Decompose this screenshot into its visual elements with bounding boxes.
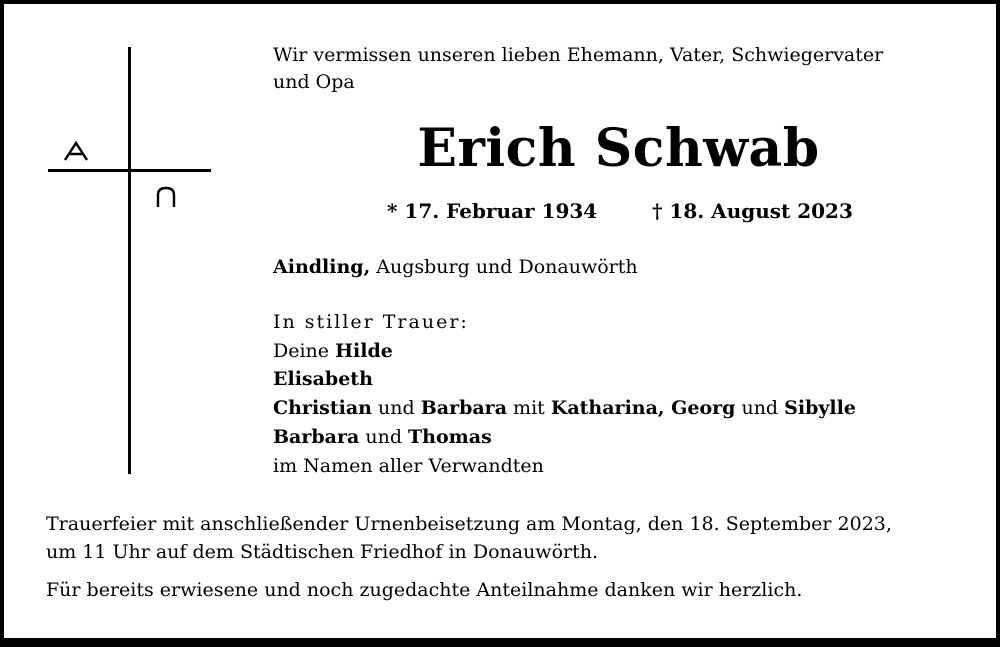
mourner-text: Deine xyxy=(273,340,336,362)
mourner-line-3 xyxy=(273,395,856,421)
death-date: † 18. August 2023 xyxy=(652,199,853,223)
place-others: Augsburg und Donauwörth xyxy=(370,256,638,278)
places-line xyxy=(273,254,638,280)
place-primary: Aindling, xyxy=(273,256,371,278)
cross-vertical-beam xyxy=(128,47,131,474)
mourner-text: und xyxy=(359,426,409,448)
mourner-text: und xyxy=(735,397,785,419)
mourner-text: und xyxy=(371,397,421,419)
mourner-line-1 xyxy=(273,338,393,364)
mourner-line-4 xyxy=(273,424,492,450)
mourning-heading: In stiller Trauer: xyxy=(273,311,469,333)
mourner-name: Thomas xyxy=(408,426,492,448)
mourner-name: Barbara xyxy=(420,397,508,419)
mourner-name: Barbara xyxy=(273,426,360,448)
intro-line-2: und Opa xyxy=(273,71,355,93)
thanks-line: Für bereits erwiesene und noch zugedachte Anteilnahme danken wir herzlich. xyxy=(46,579,803,601)
intro-line-1: Wir vermissen unseren lieben Ehemann, Vater, Schwiegervater xyxy=(273,44,884,66)
service-line-1: Trauerfeier mit anschließender Urnenbeisetzung am Montag, den 18. September 2023, xyxy=(46,513,892,535)
birth-date: * 17. Februar 1934 xyxy=(387,199,598,223)
mourner-name: Elisabeth xyxy=(273,368,373,390)
mourner-name: Sibylle xyxy=(784,397,856,419)
deceased-name: Erich Schwab xyxy=(417,118,820,179)
mourner-line-5: im Namen aller Verwandten xyxy=(273,455,544,477)
mourner-line-2 xyxy=(273,366,373,392)
obituary-card xyxy=(4,4,996,638)
mourner-text: mit xyxy=(507,397,551,419)
mourner-name: Hilde xyxy=(335,340,393,362)
service-line-2: um 11 Uhr auf dem Städtischen Friedhof in Donauwörth. xyxy=(46,541,599,563)
mourner-name: Katharina, Georg xyxy=(550,397,736,419)
omega-icon xyxy=(152,185,180,209)
mourner-name: Christian xyxy=(273,397,372,419)
